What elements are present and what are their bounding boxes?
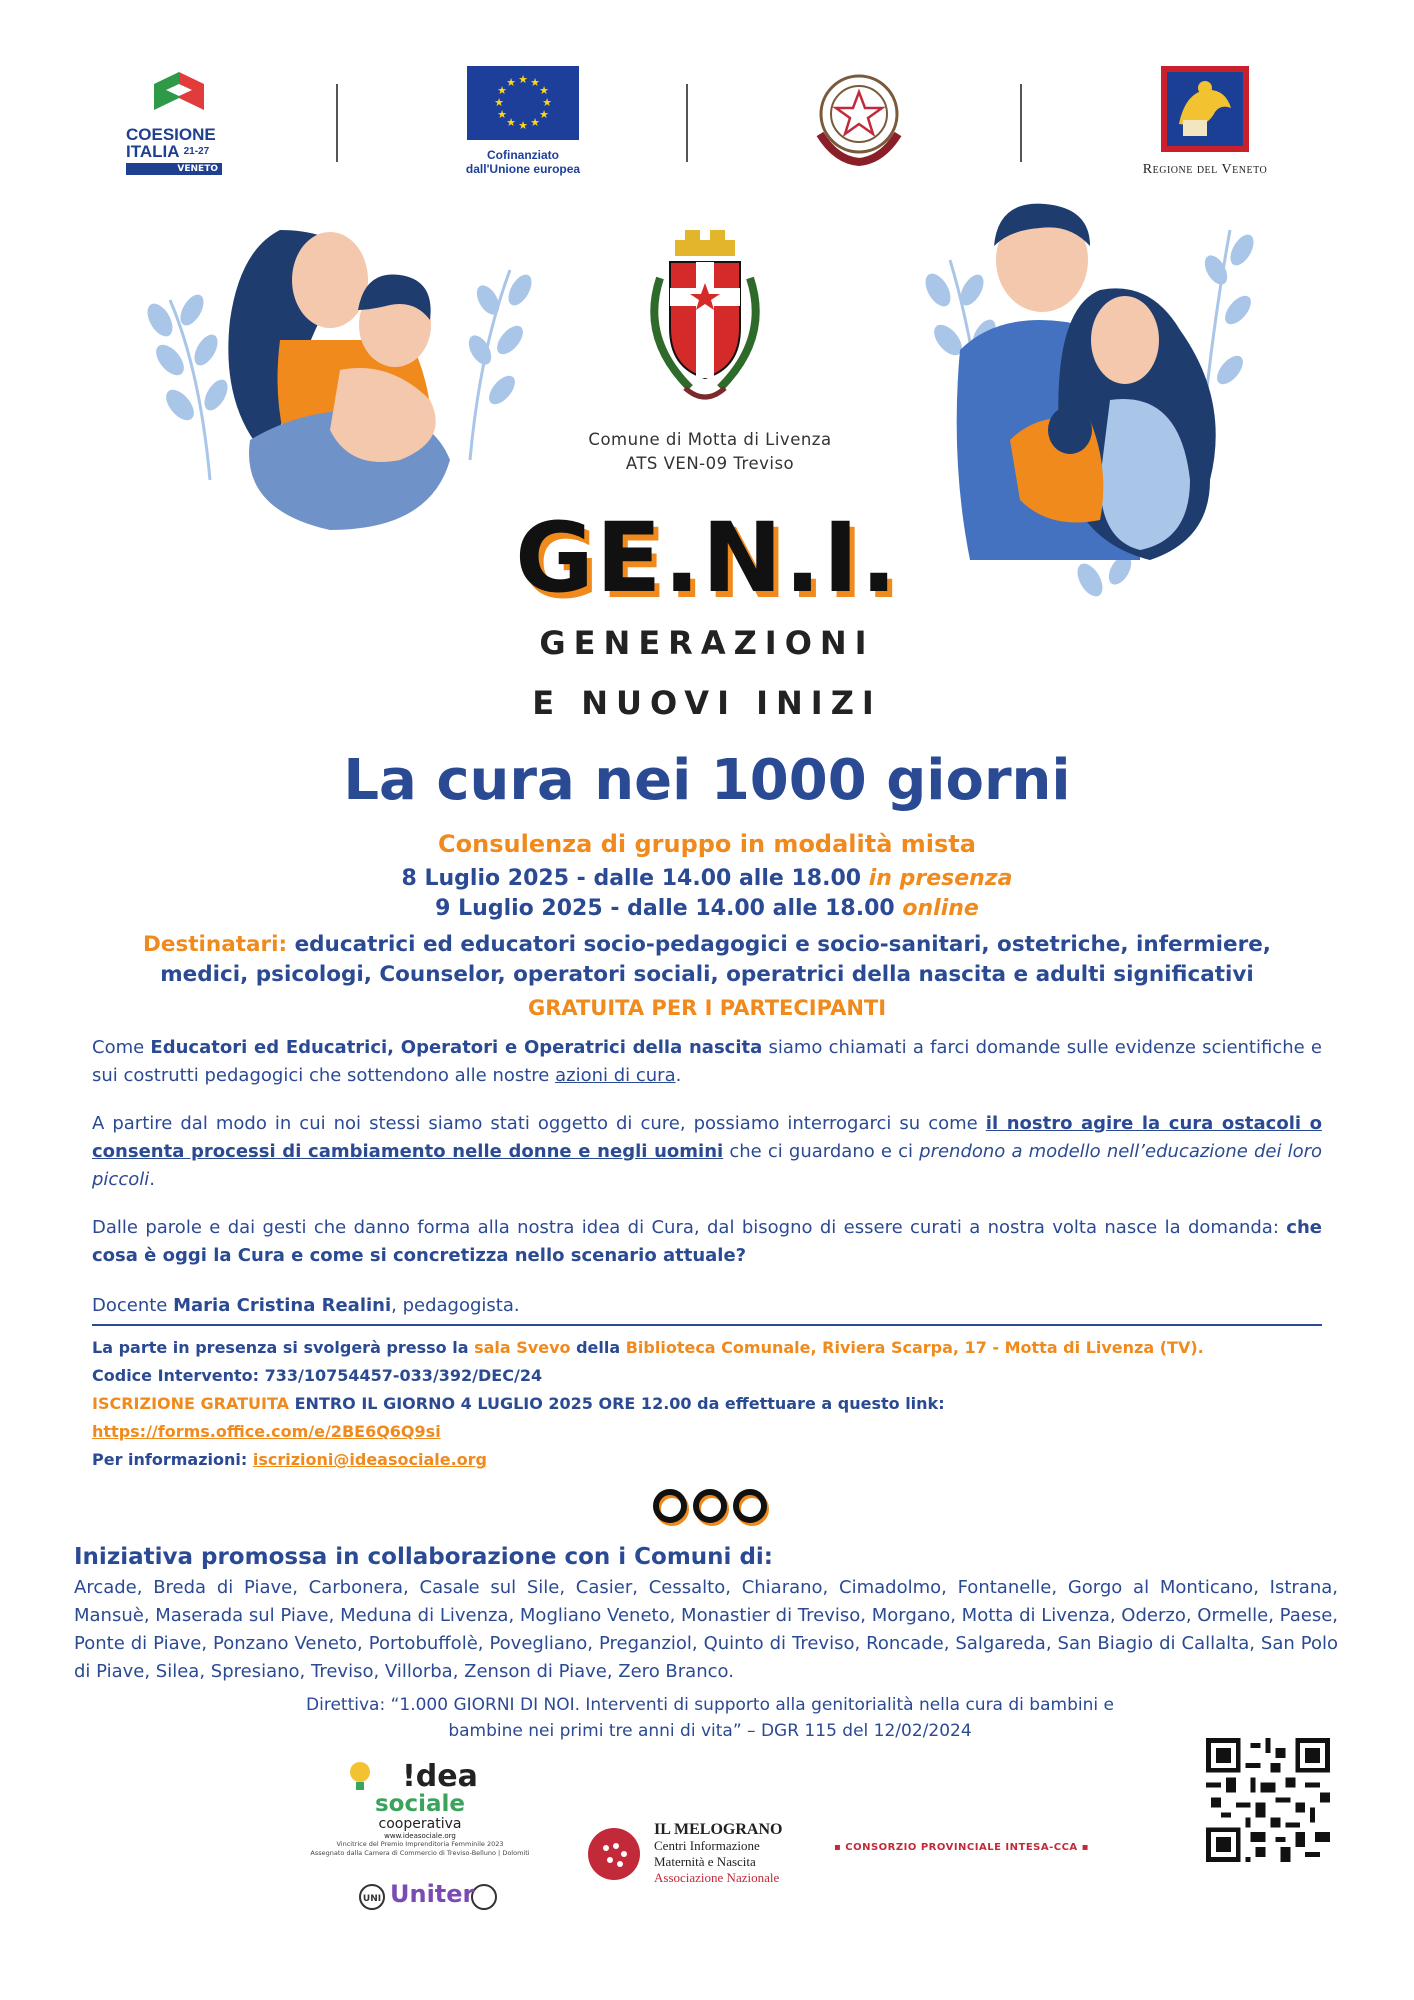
- qr-code-icon[interactable]: [1206, 1738, 1330, 1862]
- comune-name: Comune di Motta di Livenza: [588, 430, 832, 449]
- brand-line2: E NUOVI INIZI: [532, 684, 882, 722]
- event-subtitle: Consulenza di gruppo in modalità mista: [438, 830, 976, 858]
- svg-text:★: ★: [539, 84, 549, 97]
- promo-heading: Iniziativa promossa in collaborazione con i Comuni di:: [74, 1544, 773, 1570]
- docente: Docente Maria Cristina Realini, pedagogista.: [92, 1295, 520, 1316]
- event-date-1: 8 Luglio 2025 - dalle 14.00 alle 18.00 in presenza: [401, 866, 1013, 891]
- registration-link[interactable]: https://forms.office.com/e/2BE6Q6Q9si: [92, 1422, 441, 1441]
- coesione-region: VENETO: [126, 163, 222, 175]
- lion-of-st-mark-icon: [1159, 64, 1251, 154]
- svg-text:★: ★: [518, 119, 528, 132]
- codice-intervento: Codice Intervento: 733/10754457-033/392/DEC/24: [92, 1366, 543, 1385]
- event-date-2: 9 Luglio 2025 - dalle 14.00 alle 18.00 online: [435, 896, 979, 921]
- mother-baby-illustration: [130, 210, 570, 540]
- uniter-wordmark: Uniter: [390, 1880, 475, 1908]
- date-2-mode: online: [902, 896, 979, 921]
- il-melograno-logo: IL MELOGRANO Centri Informazione Maternità e Nascita Associazione Nazionale: [582, 1820, 802, 1890]
- comuni-list: Arcade, Breda di Piave, Carbonera, Casale sul Sile, Casier, Cessalto, Chiarano, Cimadolmo, Fontanelle, Gorgo al Monticano, Istrana, Mansuè, Maserada sul Piave, Meduna di Livenza, Mogliano Veneto, Monastier di Treviso, Morgano, Motta di Livenza, Oderzo, Ormelle, Paese, Ponte di Piave, Ponzano Veneto, Portobuffolè, Povegliano, Preganziol, Quinto di Treviso, Roncade, Salgareda, San Biagio di Callalta, San Polo di Piave, Silea, Spresiano, Treviso, Villorba, Zenson di Piave, Zero Branco.: [74, 1577, 1338, 1682]
- svg-text:★: ★: [506, 76, 516, 89]
- divider: [686, 84, 688, 162]
- svg-text:★: ★: [497, 108, 507, 121]
- info-block: [92, 1334, 1322, 1474]
- eu-caption-1: Cofinanziato: [487, 148, 559, 162]
- repubblica-emblem-icon: [806, 64, 912, 170]
- direttiva: Direttiva: “1.000 GIORNI DI NOI. Interventi di supporto alla genitorialità nella cura di bambini e bambine nei primi tre anni di vita” – DGR 115 del 12/02/2024: [306, 1695, 1114, 1741]
- pomegranate-icon: [582, 1820, 646, 1884]
- paragraph-1: Come Educatori ed Educatrici, Operatori e Operatrici della nascita siamo chiamati a farci domande sulle evidenze scientifiche e sui costrutti pedagogici che sottendono alle nostre azioni di cura.: [92, 1037, 1322, 1086]
- destinatari-label: Destinatari:: [143, 932, 288, 957]
- contact-line: Per informazioni: iscrizioni@ideasociale.org: [92, 1450, 488, 1469]
- comune-block: [560, 428, 860, 476]
- brand-line1: GENERAZIONI: [539, 624, 875, 662]
- paragraph-2: A partire dal modo in cui noi stessi siamo stati oggetto di cure, possiamo interrogarci su come il nostro agire la cura ostacoli o consenta processi di cambiamento nelle donne e negli uomini che ci guardano e ci prendono a modello nell’educazione dei loro piccoli.: [92, 1113, 1323, 1190]
- iscrizione-line: ISCRIZIONE GRATUITA ENTRO IL GIORNO 4 LUGLIO 2025 ORE 12.00 da effettuare a questo link:: [92, 1394, 945, 1413]
- idea-sociale-logo: !dea sociale cooperativa www.ideasociale.org Vincitrice del Premio Imprenditoria Femminile 2023 Assegnato dalla Camera di Commercio di Treviso-Belluno | Dolomiti: [300, 1762, 540, 1858]
- consorzio-logo: ▪ CONSORZIO PROVINCIALE INTESA-CCA ▪: [834, 1842, 1089, 1853]
- coesione-line2: ITALIA: [126, 142, 179, 161]
- motta-coat-of-arms-icon: [630, 228, 780, 418]
- svg-text:★: ★: [506, 116, 516, 129]
- paragraph-3: Dalle parole e dai gesti che danno forma alla nostra idea di Cura, dal bisogno di essere curati a nostra volta nasce la domanda: che cosa è oggi la Cura e come si concretizza nello scenario attuale?: [92, 1217, 1322, 1266]
- divider: [336, 84, 338, 162]
- svg-text:★: ★: [497, 84, 507, 97]
- coesione-years: 21-27: [183, 146, 210, 157]
- svg-text:★: ★: [530, 76, 540, 89]
- svg-text:UNI: UNI: [362, 1894, 382, 1904]
- date-1-mode: in presenza: [868, 866, 1013, 891]
- destinatari-text: educatrici ed educatori socio-pedagogici e socio-sanitari, ostetriche, infermiere, medici, psicologi, Counselor, operatori sociali, operatrici della nascita e adulti significativi: [160, 932, 1271, 987]
- uniter-logo: [358, 1880, 498, 1914]
- svg-text:★: ★: [539, 108, 549, 121]
- eu-logo: [460, 66, 586, 176]
- contact-email-link[interactable]: iscrizioni@ideasociale.org: [252, 1450, 488, 1469]
- venue-line: La parte in presenza si svolgerà presso la sala Svevo della Biblioteca Comunale, Riviera Scarpa, 17 - Motta di Livenza (TV).: [92, 1338, 1204, 1357]
- eu-flag-icon: [467, 66, 579, 140]
- ats-name: ATS VEN-09 Treviso: [625, 454, 795, 473]
- coesione-line1: COESIONE: [126, 125, 216, 144]
- regione-veneto-logo: [1120, 64, 1290, 178]
- svg-text:★: ★: [530, 116, 540, 129]
- eu-caption-2: dall'Unione europea: [465, 162, 581, 176]
- free-badge: GRATUITA PER I PARTECIPANTI: [527, 996, 887, 1020]
- divider: [1020, 84, 1022, 162]
- geni-logo: GE.N.I.: [515, 502, 899, 614]
- three-circles-icon: [650, 1486, 770, 1526]
- svg-text:★: ★: [494, 96, 504, 109]
- svg-text:★: ★: [542, 96, 552, 109]
- svg-text:★: ★: [518, 73, 528, 86]
- veneto-caption: Regione del Veneto: [1142, 162, 1268, 177]
- destinatari: [120, 930, 1294, 990]
- lightbulb-icon: [340, 1756, 380, 1796]
- divider: [92, 1324, 1322, 1326]
- coesione-cube-icon: [144, 64, 214, 122]
- event-title: La cura nei 1000 giorni: [343, 748, 1071, 813]
- coesione-italia-logo: [126, 64, 236, 175]
